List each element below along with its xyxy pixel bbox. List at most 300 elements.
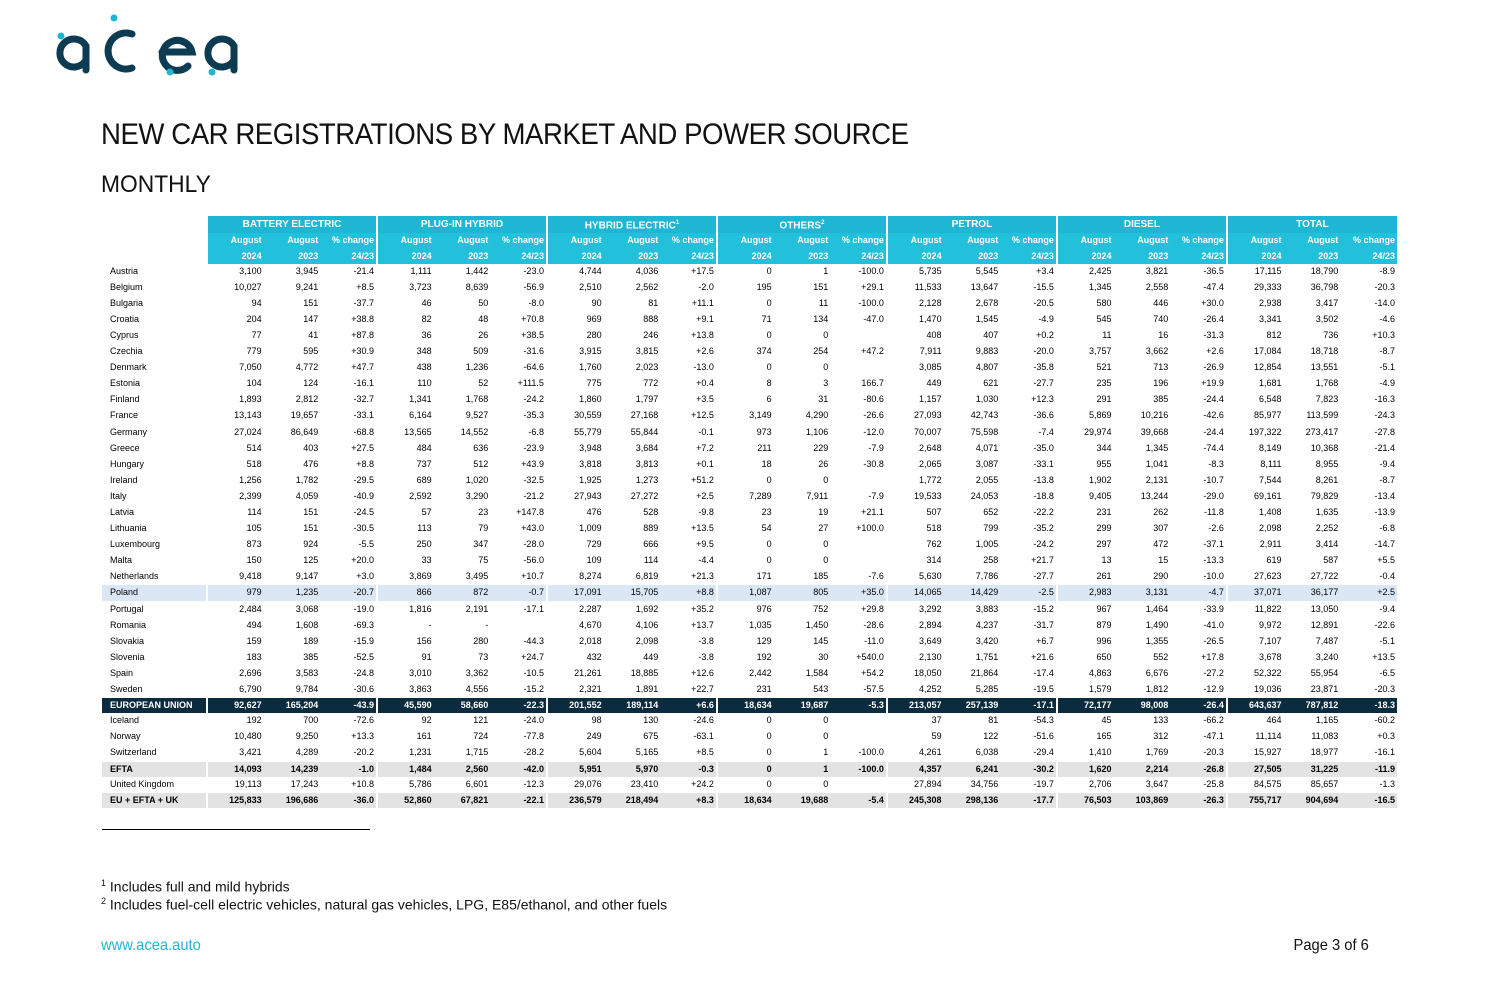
value-cell: 8,261 xyxy=(1284,472,1341,488)
value-cell: -33.9 xyxy=(1170,601,1227,617)
value-cell: -8.7 xyxy=(1340,472,1397,488)
value-cell: 124 xyxy=(264,376,321,392)
value-cell: -11.9 xyxy=(1340,761,1397,777)
value-cell: +20.0 xyxy=(320,553,377,569)
value-cell: -3.8 xyxy=(660,633,717,649)
value-cell: 4,744 xyxy=(547,264,604,280)
value-cell: 18,790 xyxy=(1284,264,1341,280)
value-cell: 969 xyxy=(547,311,604,327)
value-cell: -26.5 xyxy=(1170,633,1227,649)
value-cell: +24.7 xyxy=(490,649,547,665)
value-cell: -32.5 xyxy=(490,472,547,488)
value-cell: 888 xyxy=(604,311,661,327)
subheader-cell: August xyxy=(1114,233,1171,248)
value-cell: -35.2 xyxy=(1000,521,1057,537)
value-cell: -10.5 xyxy=(490,665,547,681)
value-cell: -42.6 xyxy=(1170,408,1227,424)
subheader-cell: August xyxy=(1227,233,1284,248)
value-cell: 3,495 xyxy=(434,569,491,585)
value-cell: 29,974 xyxy=(1057,424,1114,440)
value-cell: 449 xyxy=(887,376,944,392)
value-cell: +0.1 xyxy=(660,456,717,472)
value-cell: 1,751 xyxy=(944,649,1001,665)
table-row xyxy=(102,665,1397,681)
value-cell: 196,686 xyxy=(264,792,321,808)
value-cell: -51.6 xyxy=(1000,729,1057,745)
value-cell: 521 xyxy=(1057,360,1114,376)
row-label: Luxembourg xyxy=(102,537,207,553)
value-cell: +30.9 xyxy=(320,344,377,360)
value-cell: 185 xyxy=(774,569,831,585)
value-cell: 4,863 xyxy=(1057,665,1114,681)
value-cell: -22.3 xyxy=(490,698,547,714)
subheader-cell: August xyxy=(774,233,831,248)
value-cell: 19,113 xyxy=(207,777,264,793)
value-cell: 6,676 xyxy=(1114,665,1171,681)
value-cell: 1,442 xyxy=(434,264,491,280)
value-cell: 2,983 xyxy=(1057,585,1114,601)
value-cell: -21.4 xyxy=(1340,440,1397,456)
value-cell: +8.5 xyxy=(660,745,717,761)
value-cell: 1,030 xyxy=(944,392,1001,408)
group-header xyxy=(717,216,887,233)
value-cell: -20.0 xyxy=(1000,344,1057,360)
value-cell: 37 xyxy=(887,713,944,729)
value-cell: 134 xyxy=(774,311,831,327)
value-cell: -35.3 xyxy=(490,408,547,424)
row-label: Greece xyxy=(102,440,207,456)
value-cell: 48 xyxy=(434,311,491,327)
value-cell: 7,050 xyxy=(207,360,264,376)
value-cell: 27,093 xyxy=(887,408,944,424)
value-cell: 14,065 xyxy=(887,585,944,601)
value-cell: 0 xyxy=(717,761,774,777)
value-cell: 1 xyxy=(774,745,831,761)
page-subtitle: MONTHLY xyxy=(101,171,211,198)
value-cell: 57 xyxy=(377,505,434,521)
subheader-cell: 24/23 xyxy=(1000,249,1057,264)
value-cell: -20.5 xyxy=(1000,295,1057,311)
value-cell: -4.9 xyxy=(1000,311,1057,327)
value-cell: -40.9 xyxy=(320,488,377,504)
value-cell: -7.9 xyxy=(830,440,887,456)
value-cell: 3,915 xyxy=(547,344,604,360)
value-cell: +6.7 xyxy=(1000,633,1057,649)
value-cell: 41 xyxy=(264,327,321,343)
value-cell: 621 xyxy=(944,376,1001,392)
value-cell: -4.7 xyxy=(1170,585,1227,601)
value-cell: 33 xyxy=(377,553,434,569)
value-cell: 873 xyxy=(207,537,264,553)
value-cell: 2,425 xyxy=(1057,264,1114,280)
value-cell: +147.8 xyxy=(490,505,547,521)
value-cell: 1,106 xyxy=(774,424,831,440)
value-cell: -16.3 xyxy=(1340,392,1397,408)
value-cell xyxy=(830,360,887,376)
row-label: Cyprus xyxy=(102,327,207,343)
value-cell: 27,505 xyxy=(1227,761,1284,777)
value-cell: -7.6 xyxy=(830,569,887,585)
value-cell: 2,287 xyxy=(547,601,604,617)
value-cell: -3.8 xyxy=(660,649,717,665)
value-cell: 7,911 xyxy=(887,344,944,360)
value-cell: 5,630 xyxy=(887,569,944,585)
value-cell: 0 xyxy=(717,295,774,311)
row-label: Spain xyxy=(102,665,207,681)
value-cell: -17.1 xyxy=(1000,698,1057,714)
value-cell: 752 xyxy=(774,601,831,617)
value-cell: 408 xyxy=(887,327,944,343)
group-header-label: DIESEL xyxy=(1123,219,1160,231)
value-cell: +12.3 xyxy=(1000,392,1057,408)
value-cell: 8,111 xyxy=(1227,456,1284,472)
value-cell: -8.9 xyxy=(1340,264,1397,280)
value-cell: 94 xyxy=(207,295,264,311)
subheader-cell: 24/23 xyxy=(830,249,887,264)
value-cell: 31 xyxy=(774,392,831,408)
value-cell: 514 xyxy=(207,440,264,456)
table-row xyxy=(102,537,1397,553)
value-cell: 3,502 xyxy=(1284,311,1341,327)
value-cell: 98,008 xyxy=(1114,698,1171,714)
value-cell: 3,757 xyxy=(1057,344,1114,360)
value-cell: 1,797 xyxy=(604,392,661,408)
value-cell: 1,692 xyxy=(604,601,661,617)
value-cell: 4,772 xyxy=(264,360,321,376)
value-cell: -72.6 xyxy=(320,713,377,729)
value-cell: 2,214 xyxy=(1114,761,1171,777)
value-cell: 976 xyxy=(717,601,774,617)
value-cell: 0 xyxy=(717,537,774,553)
value-cell: 290 xyxy=(1114,569,1171,585)
value-cell: +13.5 xyxy=(660,521,717,537)
row-label: Croatia xyxy=(102,311,207,327)
value-cell: 740 xyxy=(1114,311,1171,327)
value-cell: 14,429 xyxy=(944,585,1001,601)
value-cell: -28.2 xyxy=(490,745,547,761)
value-cell: 23 xyxy=(717,505,774,521)
value-cell: 2,648 xyxy=(887,440,944,456)
value-cell: 6,164 xyxy=(377,408,434,424)
value-cell: -30.8 xyxy=(830,456,887,472)
row-label: Malta xyxy=(102,553,207,569)
value-cell: -2.6 xyxy=(1170,521,1227,537)
value-cell: -28.6 xyxy=(830,617,887,633)
value-cell: +21.3 xyxy=(660,569,717,585)
value-cell: 189,114 xyxy=(604,698,661,714)
value-cell xyxy=(830,729,887,745)
value-cell: +3.0 xyxy=(320,569,377,585)
value-cell: -23.9 xyxy=(490,440,547,456)
footnote-2-marker: 2 xyxy=(101,896,107,906)
value-cell: +17.8 xyxy=(1170,649,1227,665)
value-cell: 0 xyxy=(717,729,774,745)
value-cell: 280 xyxy=(547,327,604,343)
subheader-cell: % change xyxy=(320,233,377,248)
value-cell: 18,718 xyxy=(1284,344,1341,360)
value-cell: 2,558 xyxy=(1114,279,1171,295)
value-cell: -54.3 xyxy=(1000,713,1057,729)
value-cell: -35.8 xyxy=(1000,360,1057,376)
value-cell: 171 xyxy=(717,569,774,585)
subheader-cell: 24/23 xyxy=(490,249,547,264)
value-cell: +2.6 xyxy=(1170,344,1227,360)
value-cell: 85,657 xyxy=(1284,777,1341,793)
value-cell: 3,684 xyxy=(604,440,661,456)
value-cell xyxy=(830,537,887,553)
value-cell: 109 xyxy=(547,553,604,569)
value-cell: +30.0 xyxy=(1170,295,1227,311)
value-cell: 18,634 xyxy=(717,698,774,714)
value-cell: 2,678 xyxy=(944,295,1001,311)
value-cell: 0 xyxy=(717,713,774,729)
value-cell: 446 xyxy=(1114,295,1171,311)
value-cell: 2,484 xyxy=(207,601,264,617)
value-cell: -13.9 xyxy=(1340,505,1397,521)
subheader-cell: August xyxy=(717,233,774,248)
value-cell: 3,085 xyxy=(887,360,944,376)
value-cell: -30.6 xyxy=(320,682,377,698)
value-cell: 151 xyxy=(264,295,321,311)
value-cell: 3,421 xyxy=(207,745,264,761)
value-cell: +2.6 xyxy=(660,344,717,360)
subheader-cell: 2023 xyxy=(434,249,491,264)
value-cell: 7,911 xyxy=(774,488,831,504)
value-cell: -100.0 xyxy=(830,295,887,311)
value-cell: -13.4 xyxy=(1340,488,1397,504)
value-cell: 3,417 xyxy=(1284,295,1341,311)
value-cell: -15.9 xyxy=(320,633,377,649)
value-cell: 81 xyxy=(944,713,1001,729)
value-cell: -27.8 xyxy=(1340,424,1397,440)
value-cell: 879 xyxy=(1057,617,1114,633)
group-header-label: BATTERY ELECTRIC xyxy=(242,219,342,231)
website-link[interactable]: www.acea.auto xyxy=(101,937,201,954)
value-cell: 1,345 xyxy=(1114,440,1171,456)
value-cell: -68.8 xyxy=(320,424,377,440)
value-cell: +29.8 xyxy=(830,601,887,617)
value-cell: 3,149 xyxy=(717,408,774,424)
value-cell: 5,970 xyxy=(604,761,661,777)
value-cell: -56.9 xyxy=(490,279,547,295)
value-cell: 23,410 xyxy=(604,777,661,793)
value-cell: -15.2 xyxy=(490,682,547,698)
value-cell: -15.5 xyxy=(1000,279,1057,295)
value-cell: -64.6 xyxy=(490,360,547,376)
value-cell: 344 xyxy=(1057,440,1114,456)
value-cell: -5.1 xyxy=(1340,633,1397,649)
value-cell: 3,678 xyxy=(1227,649,1284,665)
value-cell: 5,869 xyxy=(1057,408,1114,424)
value-cell: 197,322 xyxy=(1227,424,1284,440)
table-row xyxy=(102,264,1397,280)
subheader-cell: August xyxy=(1057,233,1114,248)
value-cell: 273,417 xyxy=(1284,424,1341,440)
header-blank xyxy=(102,249,207,264)
value-cell: 636 xyxy=(434,440,491,456)
value-cell: 52,322 xyxy=(1227,665,1284,681)
value-cell: 26 xyxy=(774,456,831,472)
value-cell xyxy=(830,713,887,729)
subheader-cell: 2024 xyxy=(1057,249,1114,264)
value-cell: 2,562 xyxy=(604,279,661,295)
value-cell: 3,869 xyxy=(377,569,434,585)
value-cell: 6,819 xyxy=(604,569,661,585)
value-cell: 92,627 xyxy=(207,698,264,714)
group-header xyxy=(207,216,377,233)
value-cell: -13.3 xyxy=(1170,553,1227,569)
value-cell: 775 xyxy=(547,376,604,392)
value-cell: 6,790 xyxy=(207,682,264,698)
value-cell: -35.0 xyxy=(1000,440,1057,456)
value-cell: 3,647 xyxy=(1114,777,1171,793)
value-cell: -24.2 xyxy=(490,392,547,408)
row-label: Norway xyxy=(102,729,207,745)
value-cell: +8.8 xyxy=(660,585,717,601)
value-cell: -6.5 xyxy=(1340,665,1397,681)
subheader-cell: 2023 xyxy=(1284,249,1341,264)
value-cell: +19.9 xyxy=(1170,376,1227,392)
subheader-cell: August xyxy=(547,233,604,248)
value-cell: 979 xyxy=(207,585,264,601)
table-row xyxy=(102,729,1397,745)
value-cell: +8.3 xyxy=(660,792,717,808)
value-cell: 21,261 xyxy=(547,665,604,681)
value-cell: 261 xyxy=(1057,569,1114,585)
value-cell: -9.8 xyxy=(660,505,717,521)
value-cell: -0.4 xyxy=(1340,569,1397,585)
subheader-cell: August xyxy=(434,233,491,248)
value-cell: 19 xyxy=(774,505,831,521)
value-cell: 235 xyxy=(1057,376,1114,392)
value-cell: 3,068 xyxy=(264,601,321,617)
value-cell: 3,087 xyxy=(944,456,1001,472)
value-cell: 204 xyxy=(207,311,264,327)
value-cell: +0.4 xyxy=(660,376,717,392)
value-cell: 1,464 xyxy=(1114,601,1171,617)
value-cell: 98 xyxy=(547,713,604,729)
table-row xyxy=(102,424,1397,440)
value-cell: -6.8 xyxy=(1340,521,1397,537)
table-row xyxy=(102,553,1397,569)
value-cell: 27,943 xyxy=(547,488,604,504)
table-row xyxy=(102,360,1397,376)
value-cell: 133 xyxy=(1114,713,1171,729)
value-cell: 8,274 xyxy=(547,569,604,585)
value-cell: -20.3 xyxy=(1340,279,1397,295)
value-cell: 5,165 xyxy=(604,745,661,761)
value-cell: +87.8 xyxy=(320,327,377,343)
value-cell: -100.0 xyxy=(830,745,887,761)
row-label: EFTA xyxy=(102,761,207,777)
footnote-divider xyxy=(102,829,370,830)
value-cell: 91 xyxy=(377,649,434,665)
table-row xyxy=(102,456,1397,472)
value-cell: 2,131 xyxy=(1114,472,1171,488)
value-cell: -17.4 xyxy=(1000,665,1057,681)
value-cell: 114 xyxy=(604,553,661,569)
value-cell: 1,355 xyxy=(1114,633,1171,649)
subheader-cell: % change xyxy=(1000,233,1057,248)
value-cell: 113 xyxy=(377,521,434,537)
value-cell: 17,091 xyxy=(547,585,604,601)
value-cell xyxy=(830,472,887,488)
value-cell: +11.1 xyxy=(660,295,717,311)
value-cell: -10.0 xyxy=(1170,569,1227,585)
value-cell: +9.1 xyxy=(660,311,717,327)
value-cell: 1,157 xyxy=(887,392,944,408)
value-cell: 4,071 xyxy=(944,440,1001,456)
value-cell: 18,634 xyxy=(717,792,774,808)
value-cell: 27,894 xyxy=(887,777,944,793)
value-cell: 72,177 xyxy=(1057,698,1114,714)
subheader-cell: 2023 xyxy=(1114,249,1171,264)
value-cell: 312 xyxy=(1114,729,1171,745)
value-cell: 2,252 xyxy=(1284,521,1341,537)
value-cell: 2,399 xyxy=(207,488,264,504)
value-cell: 438 xyxy=(377,360,434,376)
value-cell: -13.8 xyxy=(1000,472,1057,488)
value-cell: -0.7 xyxy=(490,585,547,601)
value-cell: -5.5 xyxy=(320,537,377,553)
row-label: Finland xyxy=(102,392,207,408)
value-cell: 1,020 xyxy=(434,472,491,488)
value-cell: 7,544 xyxy=(1227,472,1284,488)
value-cell: 13,050 xyxy=(1284,601,1341,617)
value-cell: 50 xyxy=(434,295,491,311)
value-cell: 587 xyxy=(1284,553,1341,569)
header-blank xyxy=(102,216,207,233)
value-cell: -0.3 xyxy=(660,761,717,777)
value-cell: 2,191 xyxy=(434,601,491,617)
value-cell: -11.8 xyxy=(1170,505,1227,521)
header-blank xyxy=(102,233,207,248)
value-cell: -26.4 xyxy=(1170,311,1227,327)
value-cell: 17,084 xyxy=(1227,344,1284,360)
value-cell: 0 xyxy=(717,777,774,793)
value-cell: -33.1 xyxy=(1000,456,1057,472)
value-cell: 724 xyxy=(434,729,491,745)
value-cell: - xyxy=(377,617,434,633)
value-cell: -63.1 xyxy=(660,729,717,745)
value-cell: 552 xyxy=(1114,649,1171,665)
value-cell: 4,237 xyxy=(944,617,1001,633)
value-cell: +0.3 xyxy=(1340,729,1397,745)
value-cell: 2,130 xyxy=(887,649,944,665)
table-row xyxy=(102,601,1397,617)
value-cell: -10.7 xyxy=(1170,472,1227,488)
value-cell: 6,601 xyxy=(434,777,491,793)
subheader-cell: August xyxy=(377,233,434,248)
value-cell: -100.0 xyxy=(830,264,887,280)
value-cell: +13.5 xyxy=(1340,649,1397,665)
group-header-footnote-marker: 2 xyxy=(821,220,825,226)
value-cell: 5,285 xyxy=(944,682,1001,698)
value-cell: 3,723 xyxy=(377,279,434,295)
value-cell: 21,864 xyxy=(944,665,1001,681)
value-cell: 407 xyxy=(944,327,1001,343)
value-cell: 1 xyxy=(774,264,831,280)
value-cell: 85,977 xyxy=(1227,408,1284,424)
value-cell: -29.5 xyxy=(320,472,377,488)
value-cell: 11 xyxy=(774,295,831,311)
page-title: NEW CAR REGISTRATIONS BY MARKET AND POWER SOURCE xyxy=(101,118,909,151)
row-label: United Kingdom xyxy=(102,777,207,793)
value-cell: 1,273 xyxy=(604,472,661,488)
value-cell: 512 xyxy=(434,456,491,472)
value-cell: 2,128 xyxy=(887,295,944,311)
value-cell: 14,093 xyxy=(207,761,264,777)
